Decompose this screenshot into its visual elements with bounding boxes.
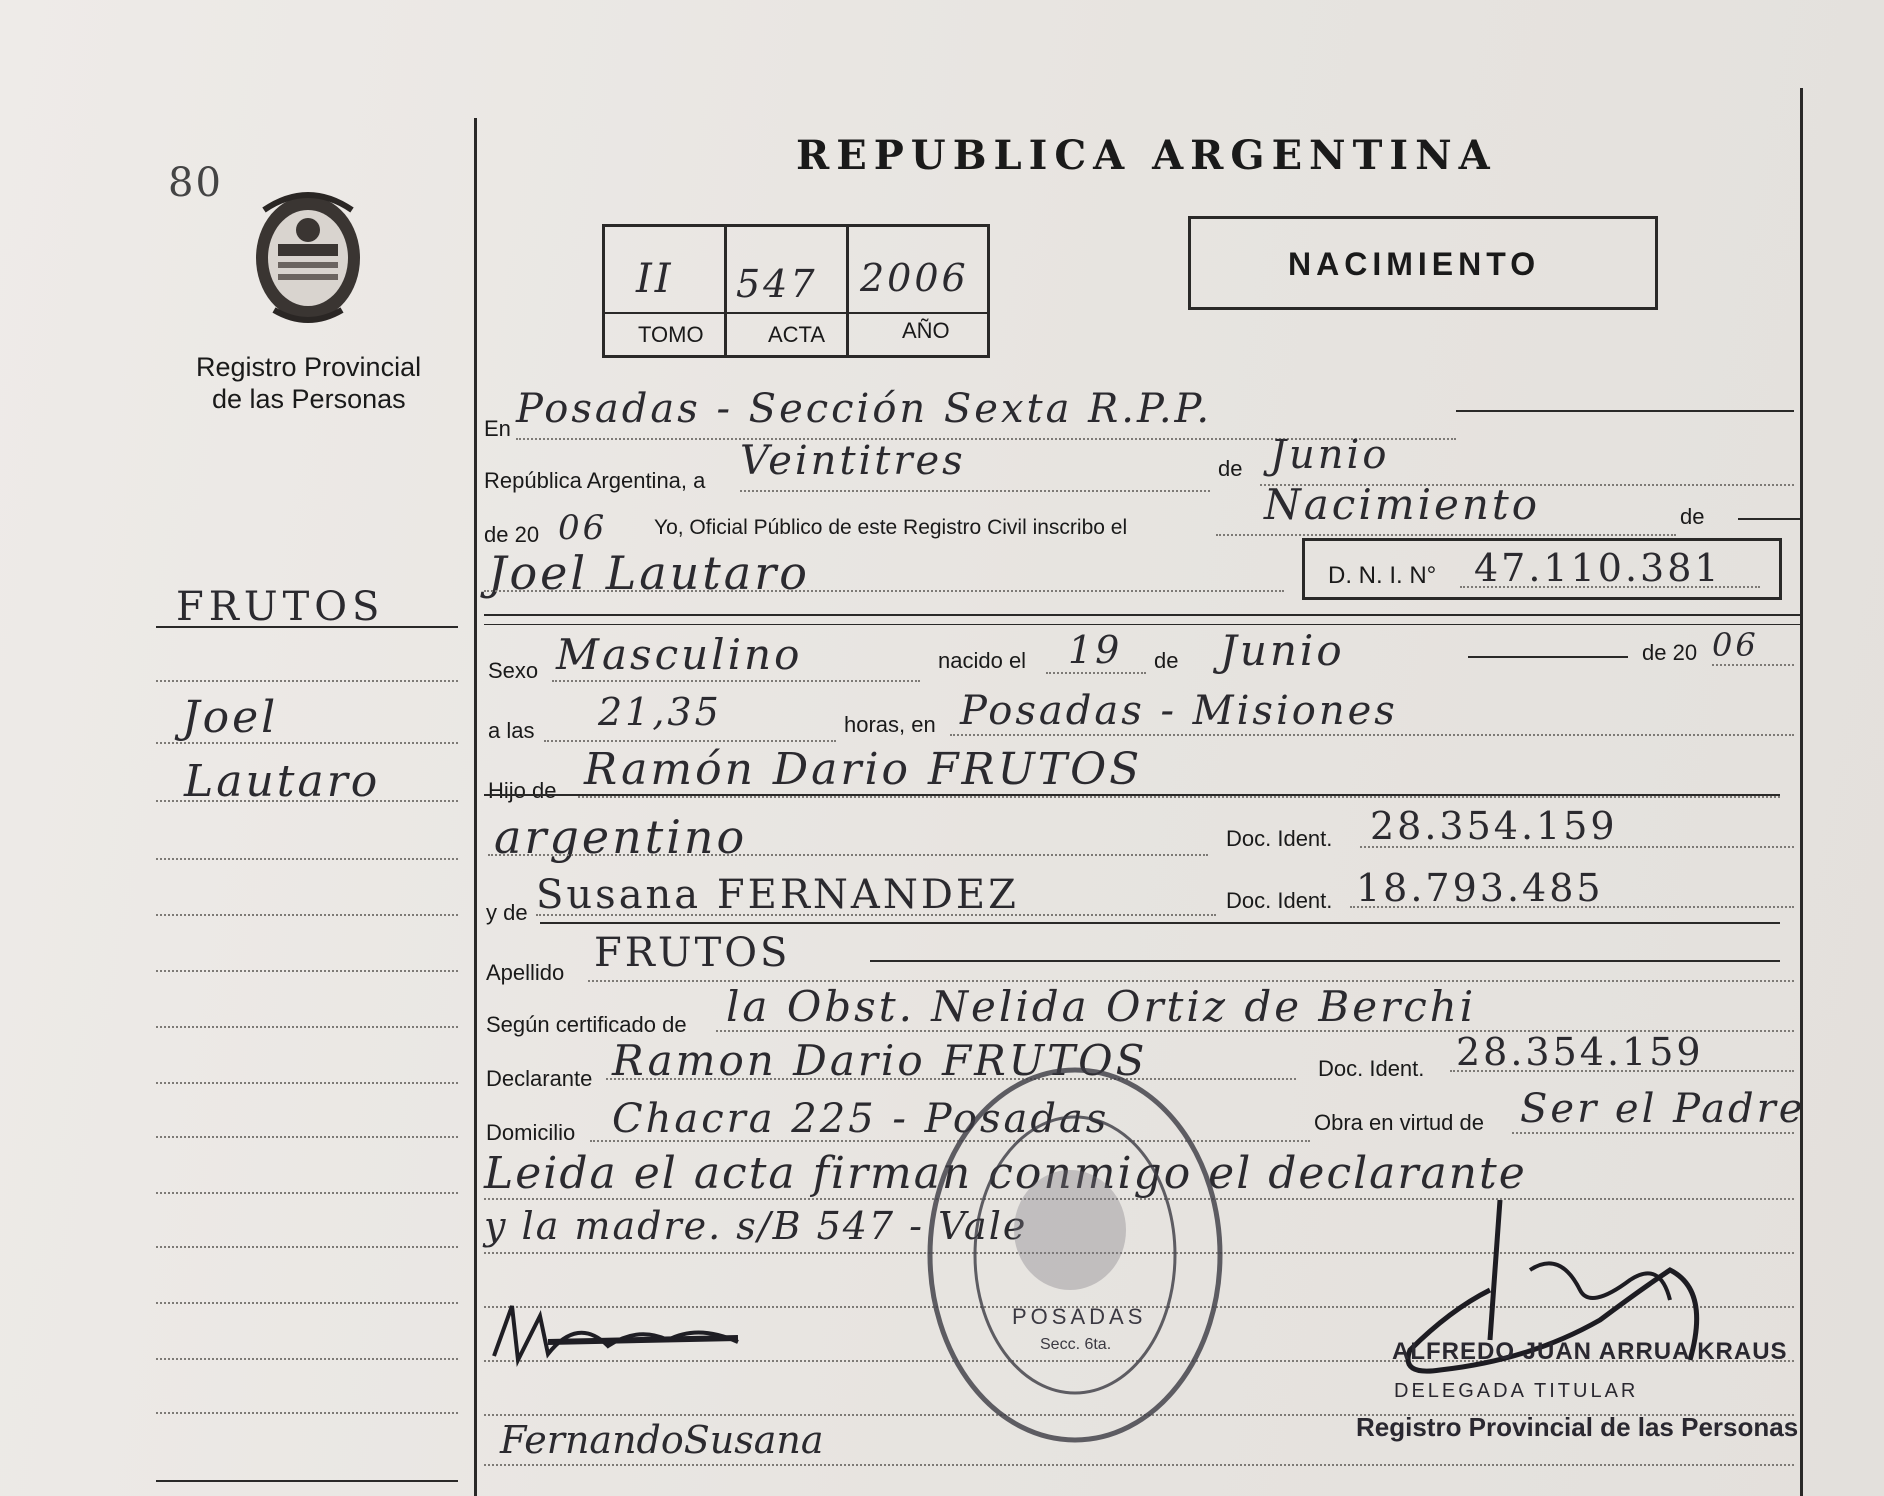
label-en: En — [484, 416, 511, 441]
field-mes-nac: Junio — [1220, 626, 1345, 675]
margin-name-1: Joel — [182, 692, 279, 743]
label-segun: Según certificado de — [486, 1012, 687, 1037]
field-doc-declarante: 28.354.159 — [1456, 1030, 1704, 1074]
margin-name-2: Lautaro — [184, 756, 381, 807]
field-obra: Ser el Padre — [1520, 1086, 1806, 1132]
field-doc-madre: 18.793.485 — [1356, 866, 1604, 910]
field-declarante: Ramon Dario FRUTOS — [612, 1036, 1148, 1085]
page-number: 80 — [168, 160, 223, 206]
field-lugar-nac: Posadas - Misiones — [960, 688, 1398, 734]
field-nombre: Joel Lautaro — [488, 546, 810, 600]
label-doc-ident-3: Doc. Ident. — [1318, 1056, 1425, 1081]
label-doc-ident-1: Doc. Ident. — [1226, 826, 1333, 851]
label-a-las: a las — [488, 718, 535, 743]
field-nacionalidad: argentino — [494, 810, 748, 864]
field-apellido: FRUTOS — [594, 930, 791, 976]
label-dni: D. N. I. N° — [1328, 562, 1437, 589]
margin-rule-top — [156, 626, 458, 628]
label-yo-oficial: Yo, Oficial Público de este Registro Civil inscribo el — [654, 516, 1128, 539]
country-title: REPUBLICA ARGENTINA — [796, 132, 1497, 179]
field-lugar: Posadas - Sección Sexta R.P.P. — [516, 386, 1213, 432]
father-signature-icon — [488, 1296, 758, 1380]
label-obra: Obra en virtud de — [1314, 1110, 1484, 1135]
field-dia: Veintitres — [740, 438, 966, 484]
field-anio-nac: 06 — [1712, 626, 1759, 664]
label-apellido: Apellido — [486, 960, 565, 985]
label-de-20: de 20 — [484, 522, 540, 547]
tomo-label: TOMO — [638, 322, 704, 347]
seal-subtext: Secc. 6ta. — [1040, 1336, 1112, 1353]
official-name: ALFREDO JUAN ARRUA KRAUS — [1392, 1338, 1788, 1365]
label-republica: República Argentina, a — [484, 468, 706, 493]
mother-signature: FernandoSusana — [500, 1418, 824, 1462]
field-madre: Susana FERNANDEZ — [536, 872, 1019, 918]
field-domicilio: Chacra 225 - Posadas — [612, 1096, 1110, 1142]
label-domicilio: Domicilio — [486, 1120, 576, 1145]
tomo-value: II — [636, 256, 674, 302]
acta-value: 547 — [736, 262, 818, 306]
margin-surname: FRUTOS — [176, 584, 385, 630]
field-dia-nac: 19 — [1068, 628, 1123, 672]
field-dni: 47.110.381 — [1474, 546, 1722, 590]
field-mes: Junio — [1270, 432, 1390, 478]
provincial-emblem-icon — [244, 180, 372, 328]
anio-value: 2006 — [860, 256, 969, 300]
registry-name: Registro Provincial — [196, 352, 422, 382]
field-padre: Ramón Dario FRUTOS — [584, 744, 1143, 795]
registry-name-2: de las Personas — [212, 384, 406, 414]
field-anio-inscripcion: 06 — [558, 508, 608, 548]
label-de-mid: de — [1154, 648, 1179, 673]
official-title: DELEGADA TITULAR — [1394, 1380, 1639, 1402]
label-doc-ident-2: Doc. Ident. — [1226, 888, 1333, 913]
label-y-de: y de — [486, 900, 528, 925]
label-nacido-el: nacido el — [938, 648, 1027, 673]
official-seal-icon — [920, 1060, 1230, 1450]
record-type: NACIMIENTO — [1288, 246, 1541, 282]
official-signature-icon — [1390, 1190, 1720, 1400]
field-hora: 21,35 — [598, 690, 722, 734]
right-border — [1800, 88, 1803, 1496]
field-nota-2: y la madre. s/B 547 - Vale — [484, 1204, 1028, 1248]
field-nota-1: Leida el acta firman conmigo el declarante — [484, 1148, 1527, 1199]
column-divider — [474, 118, 477, 1496]
acta-label: ACTA — [768, 322, 826, 347]
field-doc-padre: 28.354.159 — [1370, 804, 1618, 848]
label-sexo: Sexo — [488, 658, 539, 683]
field-sexo: Masculino — [556, 630, 803, 679]
seal-text: POSADAS — [1012, 1304, 1147, 1329]
label-declarante: Declarante — [486, 1066, 593, 1091]
label-hijo-de: Hijo de — [488, 778, 557, 803]
official-registry: Registro Provincial de las Personas — [1356, 1412, 1799, 1442]
label-horas-en: horas, en — [844, 712, 936, 737]
label-de-end: de — [1680, 504, 1705, 529]
field-certificado: la Obst. Nelida Ortiz de Berchi — [726, 982, 1477, 1031]
field-hecho: Nacimiento — [1264, 480, 1541, 529]
anio-label: AÑO — [902, 318, 950, 343]
label-de-20b: de 20 — [1642, 640, 1698, 665]
label-de: de — [1218, 456, 1243, 481]
